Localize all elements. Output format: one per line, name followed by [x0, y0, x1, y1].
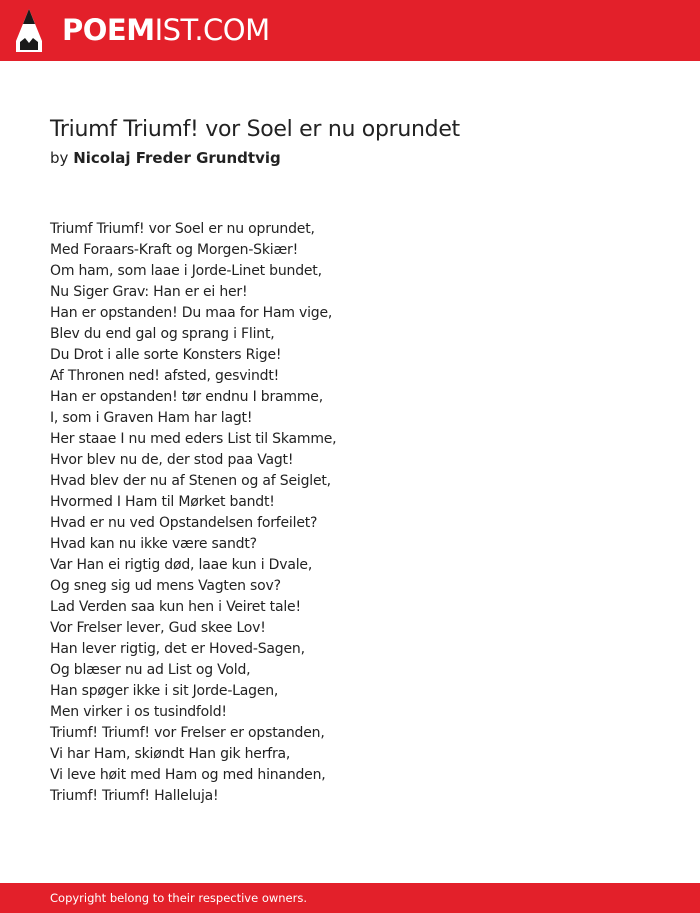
poem-line: Han er opstanden! Du maa for Ham vige,: [50, 305, 333, 321]
copyright-notice: Copyright belong to their respective owners.: [50, 891, 308, 905]
poem-line: Med Foraars-Kraft og Morgen-Skiær!: [50, 242, 298, 258]
poem-line: Han spøger ikke i sit Jorde-Lagen,: [50, 683, 279, 699]
poem-line: Vor Frelser lever, Gud skee Lov!: [50, 620, 266, 636]
byline: [50, 149, 281, 167]
by-label: by: [50, 149, 69, 167]
site-footer: [0, 883, 700, 913]
poem-line: Lad Verden saa kun hen i Veiret tale!: [50, 599, 301, 615]
poem-line: Hvormed I Ham til Mørket bandt!: [50, 494, 275, 510]
poem-line: Vi har Ham, skiøndt Han gik herfra,: [50, 746, 291, 762]
pencil-icon[interactable]: [16, 9, 42, 52]
logo-light-text: IST.COM: [154, 13, 270, 47]
poem-line: Og sneg sig ud mens Vagten sov?: [50, 578, 281, 594]
poem-line: Hvad blev der nu af Stenen og af Seiglet,: [50, 473, 331, 489]
poem-line: Vi leve høit med Ham og med hinanden,: [50, 767, 326, 783]
poem-line: Her staae I nu med eders List til Skamme,: [50, 431, 337, 447]
poem-body: [50, 219, 336, 807]
poem-line: Han er opstanden! tør endnu I bramme,: [50, 389, 323, 405]
poem-line: Var Han ei rigtig død, laae kun i Dvale,: [50, 557, 313, 573]
poem-line: Triumf! Triumf! Halleluja!: [50, 788, 219, 804]
site-logo[interactable]: [62, 12, 270, 48]
poem-line: Triumf Triumf! vor Soel er nu oprundet,: [50, 221, 315, 237]
poem-line: Blev du end gal og sprang i Flint,: [50, 326, 275, 342]
author-name: Nicolaj Freder Grundtvig: [73, 149, 281, 167]
logo-bold-text: POEM: [62, 13, 155, 47]
poem-line: Om ham, som laae i Jorde-Linet bundet,: [50, 263, 322, 279]
poem-line: Han lever rigtig, det er Hoved-Sagen,: [50, 641, 305, 657]
poem-line: Hvad kan nu ikke være sandt?: [50, 536, 257, 552]
poem-line: Nu Siger Grav: Han er ei her!: [50, 284, 248, 300]
poem-line: Hvor blev nu de, der stod paa Vagt!: [50, 452, 294, 468]
poem-line: Triumf! Triumf! vor Frelser er opstanden,: [50, 725, 325, 741]
poem-line: Af Thronen ned! afsted, gesvindt!: [50, 368, 280, 384]
poem-line: Hvad er nu ved Opstandelsen forfeilet?: [50, 515, 318, 531]
poem-line: Men virker i os tusindfold!: [50, 704, 227, 720]
poem-line: Og blæser nu ad List og Vold,: [50, 662, 251, 678]
poem-title: Triumf Triumf! vor Soel er nu oprundet: [50, 117, 460, 142]
site-header: [0, 0, 700, 61]
poem-line: Du Drot i alle sorte Konsters Rige!: [50, 347, 282, 363]
poem-line: I, som i Graven Ham har lagt!: [50, 410, 253, 426]
